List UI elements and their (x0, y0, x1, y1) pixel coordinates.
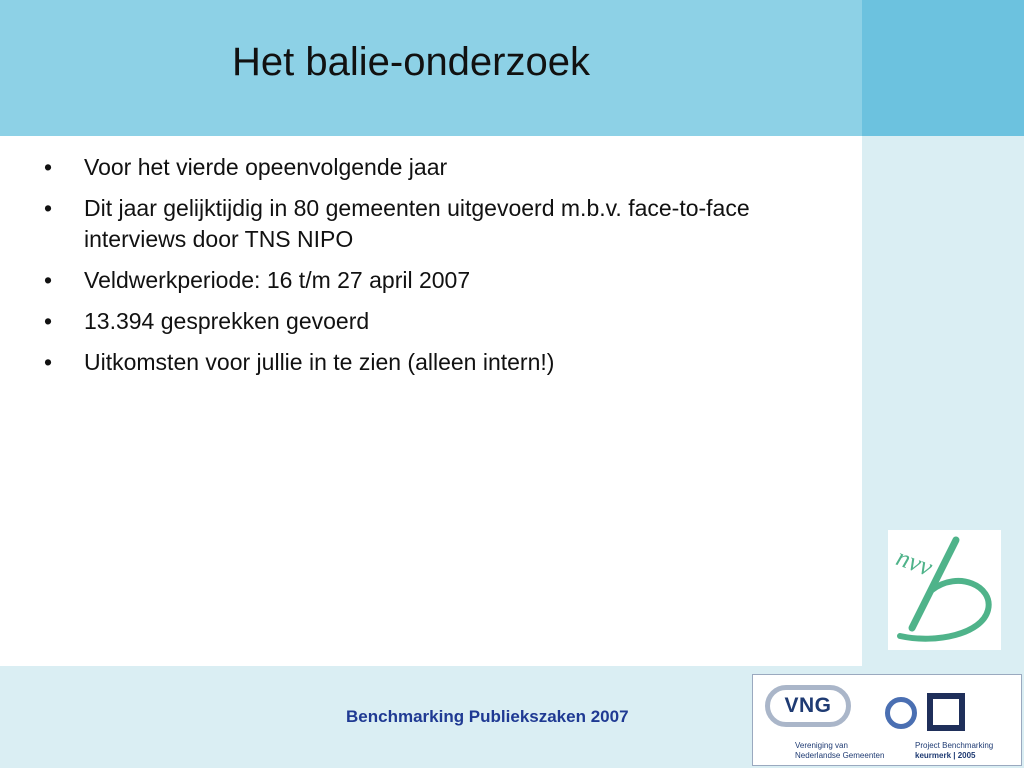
bullet-marker: • (44, 267, 53, 293)
bullet-marker: • (44, 349, 53, 375)
vng-caption-line: Vereniging van (795, 741, 848, 750)
square-icon (927, 693, 965, 731)
project-benchmarking-caption (915, 741, 993, 761)
bullet-text: 13.394 gesprekken gevoerd (84, 308, 370, 334)
nvvb-logo (888, 530, 1001, 650)
vng-logo: VNG (765, 685, 851, 727)
bullet-item (44, 265, 844, 296)
bullet-text: Veldwerkperiode: 16 t/m 27 april 2007 (84, 267, 471, 293)
footer-title: Benchmarking Publiekszaken 2007 (346, 707, 629, 726)
bullet-list (44, 152, 844, 388)
bullet-text: Voor het vierde opeenvolgende jaar (84, 154, 448, 180)
project-benchmarking-caption-line: Project Benchmarking (915, 741, 994, 750)
nvvb-logo-letters: nvv (892, 542, 937, 582)
bullet-marker: • (44, 154, 53, 180)
keurmerk-label: keurmerk | 2005 (915, 751, 976, 760)
bullet-marker: • (44, 308, 53, 334)
header-corner-block (862, 0, 1024, 136)
vng-caption-line: Nederlandse Gemeenten (795, 751, 885, 760)
bullet-item (44, 306, 844, 337)
slide-title: Het balie-onderzoek (232, 40, 590, 84)
partner-logos-panel (752, 674, 1022, 766)
nvvb-logo-graphic (888, 530, 1001, 650)
ring-icon (885, 697, 917, 729)
bullet-item (44, 193, 844, 255)
bullet-text: Uitkomsten voor jullie in te zien (alleen intern!) (84, 349, 555, 375)
bullet-marker: • (44, 195, 53, 221)
vng-caption (795, 741, 884, 761)
bullet-item (44, 347, 844, 378)
bullet-text: Dit jaar gelijktijdig in 80 gemeenten uitgevoerd m.b.v. face-to-face interviews door TNS NIPO (84, 195, 750, 252)
bullet-item (44, 152, 844, 183)
